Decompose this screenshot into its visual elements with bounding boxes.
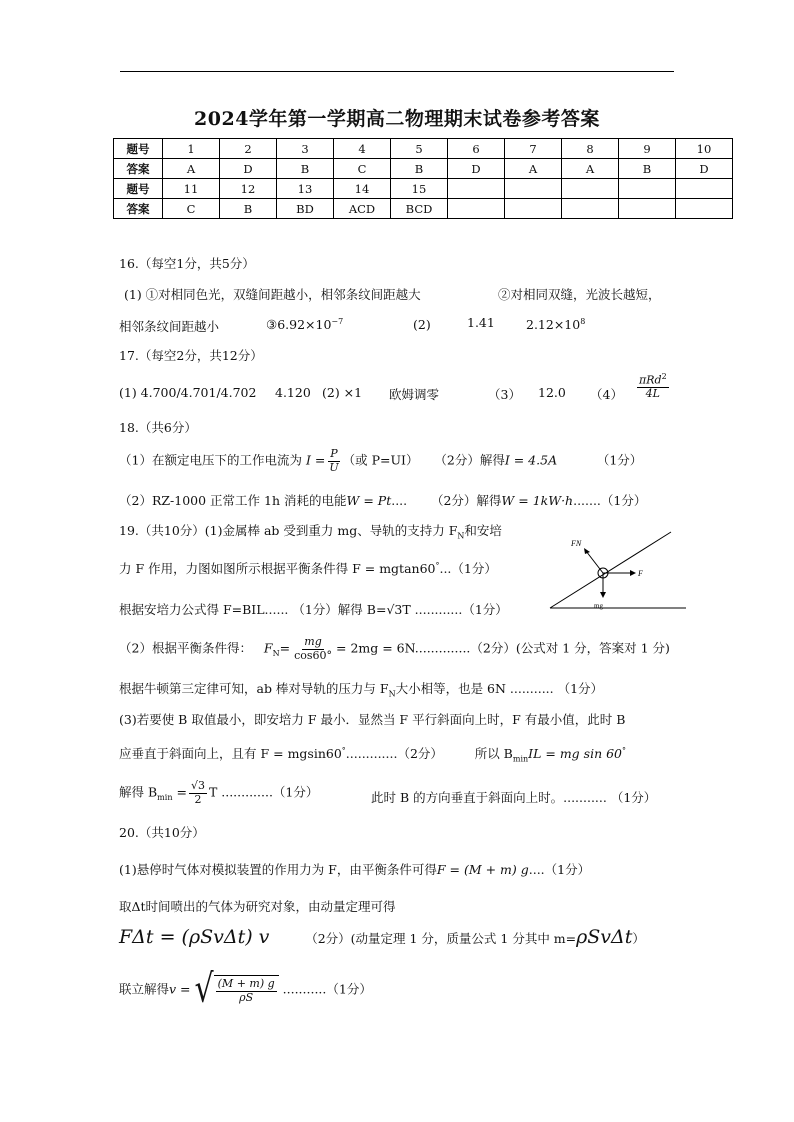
answer-table-cell: A	[163, 159, 220, 179]
answer-table-cell: 4	[334, 139, 391, 159]
q17-answer-1a: (1) 4.700/4.701/4.702	[119, 385, 257, 400]
q16-line1b: ②对相同双缝，光波长越短，	[498, 287, 661, 302]
answer-table-cell: B	[391, 159, 448, 179]
answer-table-cell: 6	[448, 139, 505, 159]
answer-table-cell: BCD	[391, 199, 448, 219]
answer-table-row-header: 答案	[114, 159, 163, 179]
answer-table-cell: 7	[505, 139, 562, 159]
answer-table-row	[114, 179, 733, 199]
answer-table-cell: 8	[562, 139, 619, 159]
fn-label: FN	[571, 539, 582, 548]
normal-force-arrowhead	[584, 548, 590, 554]
q16-line1a: (1) ①对相同色光，双缝间距越小，相邻条纹间距越大	[124, 287, 421, 302]
q16-part2-label: (2)	[413, 317, 431, 332]
q17-part3-label: （3）	[488, 387, 521, 402]
answer-table-cell: D	[448, 159, 505, 179]
answer-table-cell	[562, 179, 619, 199]
answer-table-cell	[505, 199, 562, 219]
answer-table-cell: A	[505, 159, 562, 179]
q17-answer-4-fraction: $\frac{\pi Rd^2}{4L}$	[639, 372, 667, 401]
q20-heading: 20.（共10分）	[119, 825, 205, 840]
header-rule	[120, 71, 674, 72]
answer-table-cell: C	[163, 199, 220, 219]
answer-table-cell: 14	[334, 179, 391, 199]
answer-table-cell: 11	[163, 179, 220, 199]
answer-table-cell: BD	[277, 199, 334, 219]
answer-table-row	[114, 199, 733, 219]
answer-table-cell	[562, 199, 619, 219]
q20-line2: 取Δt时间喷出的气体为研究对象，由动量定理可得	[119, 899, 396, 914]
answer-table-cell: 15	[391, 179, 448, 199]
answer-table-cell: 3	[277, 139, 334, 159]
q18-heading: 18.（共6分）	[119, 420, 197, 435]
q20-line3: FΔt = (ρSvΔt) v （2分）(动量定理 1 分，质量公式 1 分其中 m=ρSvΔt）	[119, 926, 645, 948]
page-title: 2024学年第一学期高二物理期末试卷参考答案	[194, 108, 600, 130]
ampere-force-arrowhead	[630, 570, 636, 576]
q19-line4: （2）根据平衡条件得： $F_N=$ $\frac{mg}{\cos 60^\circ}$ = 2mg = 6N..............（2分）(公式对 1 分，答案对 1 分)	[119, 635, 670, 662]
answer-table-cell: D	[676, 159, 733, 179]
q17-answer-2b: 欧姆调零	[389, 387, 440, 402]
answer-table-cell	[676, 199, 733, 219]
answer-table-cell: B	[277, 159, 334, 179]
answer-table-row	[114, 159, 733, 179]
answer-table-row-header: 题号	[114, 179, 163, 199]
answer-table-cell	[619, 179, 676, 199]
answer-table-cell: 1	[163, 139, 220, 159]
answer-table-cell	[505, 179, 562, 199]
answer-table-cell: B	[619, 159, 676, 179]
q19-line1: 19.（共10分）(1)金属棒 ab 受到重力 mg、导轨的支持力 $F_N$和安培	[119, 523, 502, 541]
q17-answer-2a: (2) ×1	[322, 385, 363, 400]
answer-table-cell	[619, 199, 676, 219]
answer-table-cell	[448, 199, 505, 219]
q19-line3: 根据安培力公式得 F=BIL...... （1分）解得 B=√3T ............（1分）	[119, 602, 508, 617]
answer-table-cell: D	[220, 159, 277, 179]
answer-table-cell: 5	[391, 139, 448, 159]
q16-answer-speed: $2.12\times 10^8$	[526, 317, 586, 333]
answer-table-row-header: 答案	[114, 199, 163, 219]
q16-heading: 16.（每空1分，共5分）	[119, 256, 255, 271]
answer-table-cell: 13	[277, 179, 334, 199]
q16-answer-wavelength: $③6.92\times 10^{-7}$	[266, 317, 344, 333]
q18-line2: （2）RZ-1000 正常工作 1h 消耗的电能W = Pt.... （2分）解得W = 1kW·h.......（1分）	[119, 493, 647, 508]
answer-table-cell: 10	[676, 139, 733, 159]
q19-line7: 应垂直于斜面向上，且有 F = mgsin60°.............（2分） 所以 $B_{min}IL$ = mg sin 60°	[119, 745, 627, 764]
answer-table-cell: 9	[619, 139, 676, 159]
q17-part4-label: （4）	[590, 387, 623, 402]
q17-answer-3: 12.0	[538, 385, 566, 400]
q18-line1: （1）在额定电压下的工作电流为 I = $\frac{P}{U}$ （或 P=UI） （2分）解得I = 4.5A （1分）	[119, 447, 643, 474]
mg-label: mg	[594, 602, 603, 610]
q16-answer-index: 1.41	[467, 315, 495, 330]
q19-line5: 根据牛顿第三定律可知，ab 棒对导轨的压力与 $F_N$大小相等，也是 6N ........... （1分）	[119, 681, 604, 699]
answer-table	[113, 138, 733, 219]
q19-line8: 解得 $B_{min}$ = $\frac{√3}{2}$ T .............（1分）	[119, 779, 319, 806]
answer-table-cell: C	[334, 159, 391, 179]
q20-line1: (1)悬停时气体对模拟装置的作用力为 F，由平衡条件可得F = (M + m) g....（1分）	[119, 862, 591, 877]
q16-line2a: 相邻条纹间距越小	[119, 319, 220, 334]
normal-force-arrow	[586, 551, 603, 573]
answer-table-cell	[676, 179, 733, 199]
q19-line8-direction: 此时 B 的方向垂直于斜面向上时。........... （1分）	[371, 790, 657, 805]
answer-table-cell: ACD	[334, 199, 391, 219]
answer-table-cell	[448, 179, 505, 199]
incline-line	[550, 532, 671, 608]
q17-answer-1b: 4.120	[275, 385, 311, 400]
q20-line4: 联立解得v = √ $\frac{(M + m) g}{\rho S}$ ...........（1分）	[119, 966, 372, 1013]
q19-line2: 力 F 作用，力图如图所示根据平衡条件得 F = mgtan60°...（1分）	[119, 560, 497, 576]
answer-table-cell: 2	[220, 139, 277, 159]
f-label: F	[638, 569, 643, 578]
answer-table-cell: A	[562, 159, 619, 179]
q19-line6: (3)若要使 B 取值最小，即安培力 F 最小．显然当 F 平行斜面向上时，F 有最小值，此时 B	[119, 712, 626, 727]
force-diagram	[548, 528, 688, 614]
answer-table-cell: B	[220, 199, 277, 219]
answer-table-row	[114, 139, 733, 159]
gravity-arrowhead	[600, 592, 606, 598]
answer-table-row-header: 题号	[114, 139, 163, 159]
answer-table-cell: 12	[220, 179, 277, 199]
q17-heading: 17.（每空2分，共12分）	[119, 348, 263, 363]
